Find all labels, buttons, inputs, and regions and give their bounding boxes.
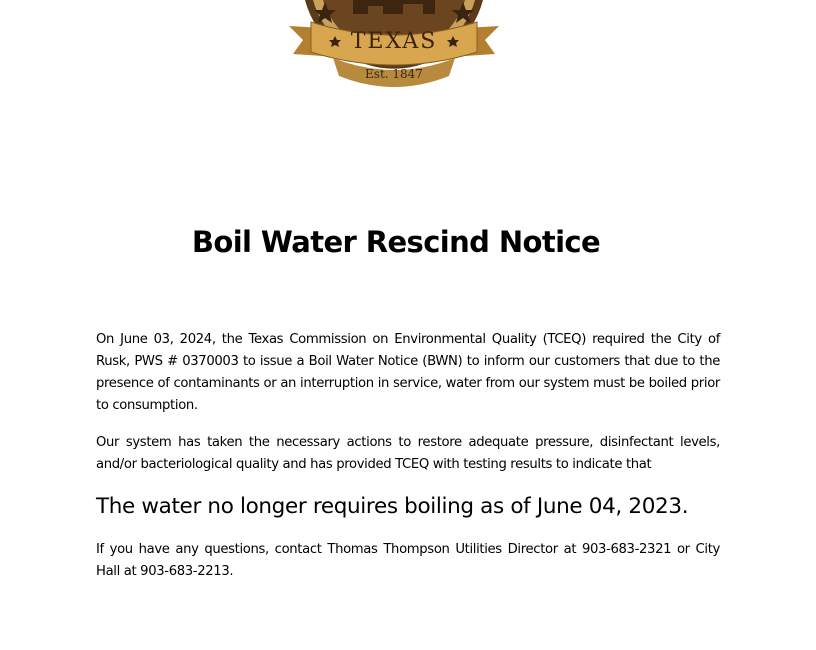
notice-paragraph-actions: Our system has taken the necessary actions to restore adequate pressure, disinfectant levels, and/or bacteriological quality and has provided TCEQ with testing results to indicate that bbox=[96, 435, 720, 472]
notice-rescind-statement: The water no longer requires boiling as of June 04, 2023. bbox=[96, 494, 689, 519]
seal-established-text: Est. 1847 bbox=[365, 67, 423, 81]
notice-paragraph-issued: On June 03, 2024, the Texas Commission on Environmental Quality (TCEQ) required the City of Rusk, PWS # 0370003 to issue a Boil Water Notice (BWN) to inform our customers that due to the presence of contaminants or an interruption in service, water from our system must be boiled prior to consumption. bbox=[96, 332, 720, 413]
notice-title: Boil Water Rescind Notice bbox=[191, 225, 601, 259]
seal-name-text: TEXAS bbox=[350, 29, 438, 54]
notice-contact-info: If you have any questions, contact Thomas Thompson Utilities Director at 903-683-2321 or City Hall at 903-683-2213. bbox=[96, 542, 720, 579]
city-seal-logo bbox=[283, 0, 505, 96]
